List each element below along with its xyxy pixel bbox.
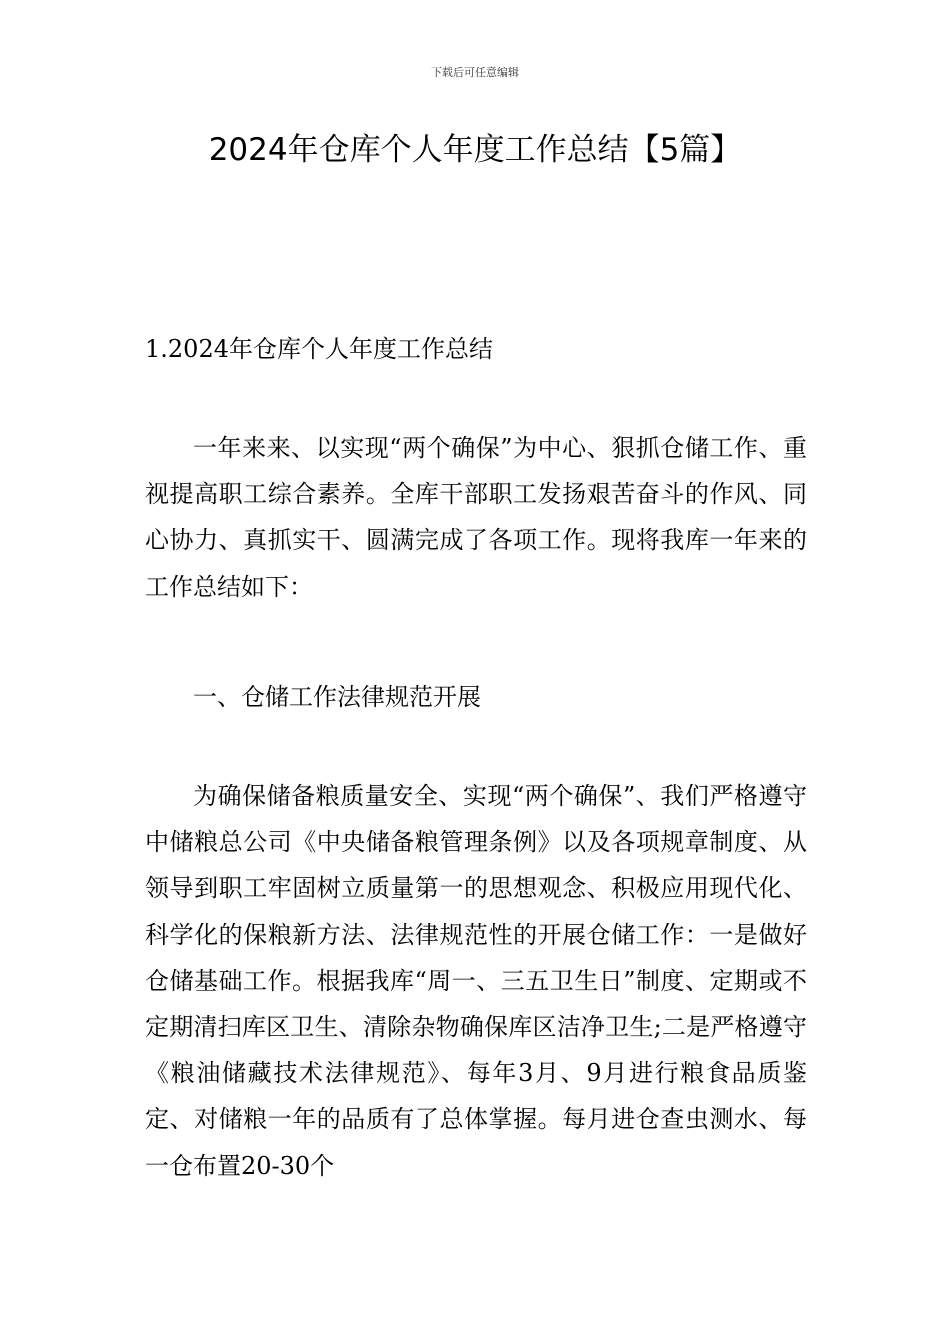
heading-warehouse-work: 一、仓储工作法律规范开展 bbox=[193, 683, 481, 711]
paragraph-intro: 一年来来、以实现“两个确保”为中心、狠抓仓储工作、重视提高职工综合素养。全库干部职工发扬艰苦奋斗的作风、同心协力、真抓实干、圆满完成了各项工作。现将我库一年来的工作总结如下： bbox=[145, 434, 807, 601]
paragraph-warehouse-work: 为确保储备粮质量安全、实现“两个确保”、我们严格遵守中储粮总公司《中央储备粮管理条例》以及各项规章制度、从领导到职工牢固树立质量第一的思想观念、积极应用现代化、科学化的保粮新方法、法律规范性的开展仓储工作：一是做好仓储基础工作。根据我库“周一、三五卫生日”制度、定期或不定期清扫库区卫生、清除杂物确保库区洁净卫生;二是严格遵守《粮油储藏技术法律规范》、每年3月、9月进行粮食品质鉴定、对储粮一年的品质有了总体掌握。每月进仓查虫测水、每一仓布置20-30个 bbox=[145, 782, 807, 1180]
page-title: 2024年仓库个人年度工作总结【5篇】 bbox=[208, 132, 742, 168]
section-title: 1.2024年仓库个人年度工作总结 bbox=[145, 335, 493, 363]
header-note: 下载后可任意编辑 bbox=[431, 66, 519, 79]
